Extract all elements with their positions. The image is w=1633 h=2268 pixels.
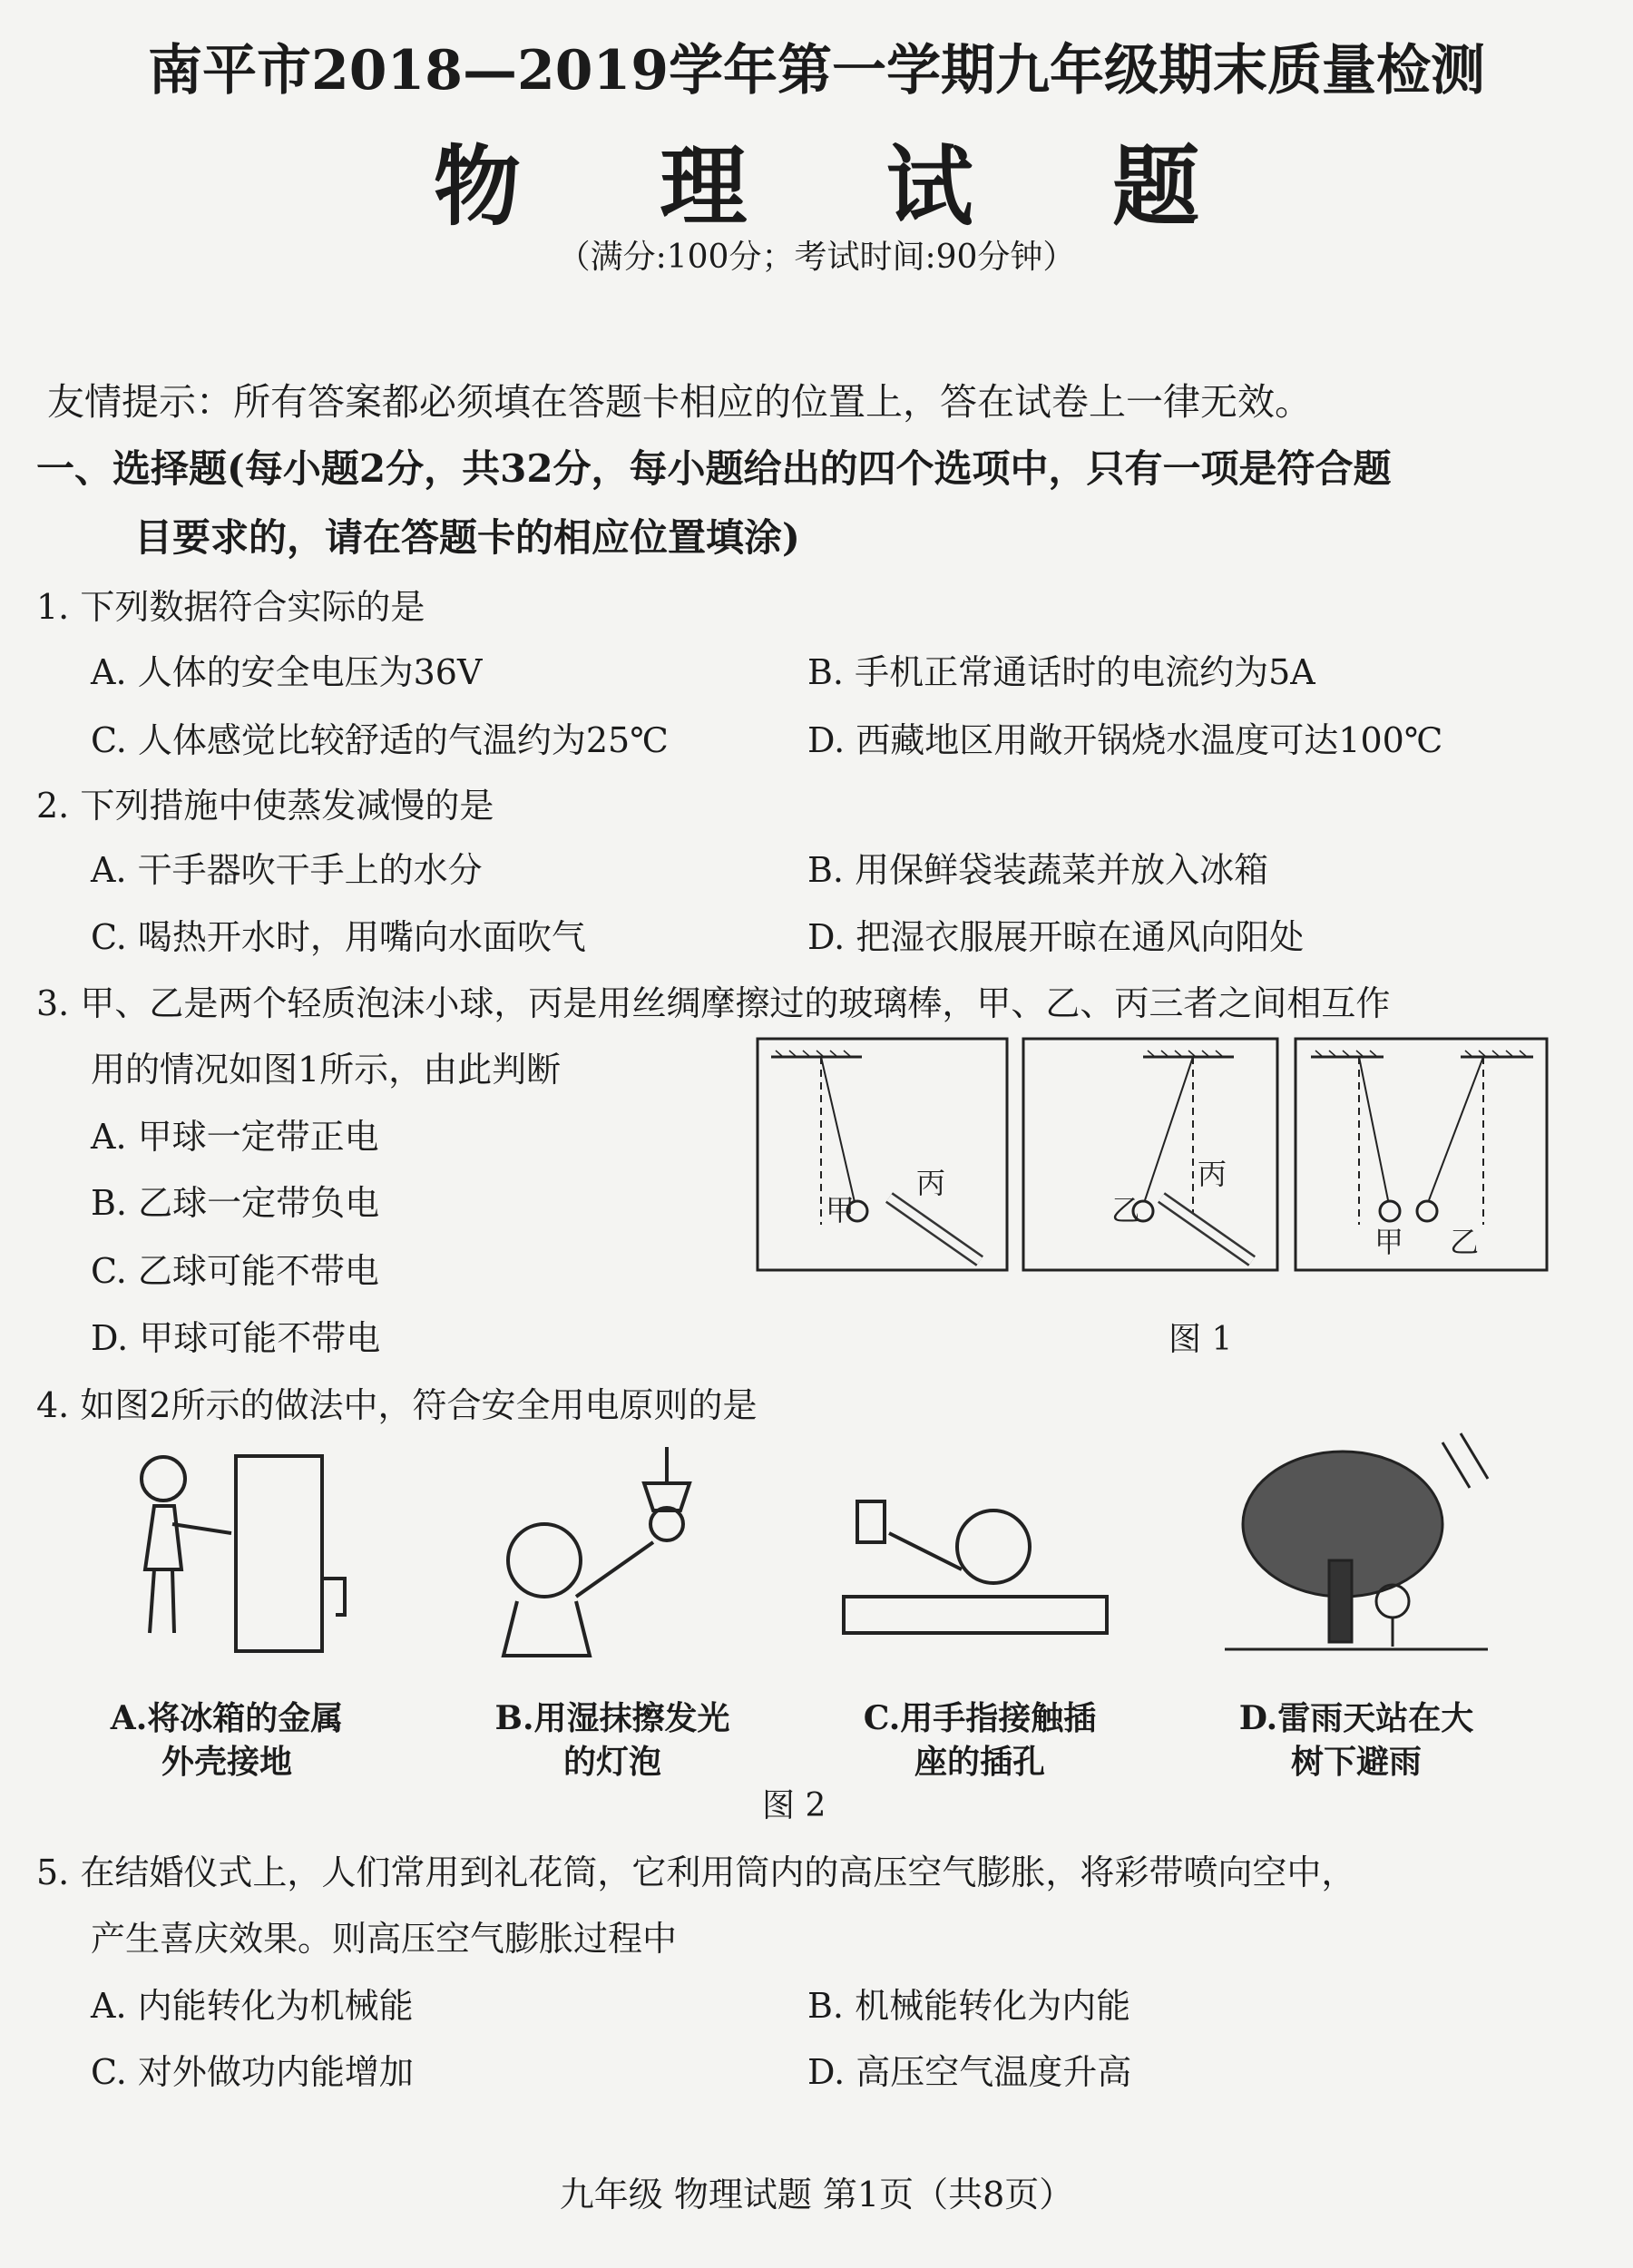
fig2-caption-c: C.用手指接触插 座的插孔	[863, 1699, 1097, 1781]
question-2-stem: 2. 下列措施中使蒸发减慢的是	[36, 786, 494, 826]
girl-head-icon	[142, 1457, 185, 1501]
question-3-stem-line2: 用的情况如图1所示，由此判断	[91, 1050, 562, 1090]
q2-option-c: C. 喝热开水时，用嘴向水面吹气	[91, 917, 586, 957]
figure-1	[753, 1034, 1551, 1279]
q3-option-a: A. 甲球一定带正电	[91, 1117, 379, 1157]
page-footer: 九年级 物理试题 第1页（共8页）	[559, 2175, 1074, 2214]
fig1-label-jia-3: 甲	[1374, 1225, 1404, 1259]
fig1-label-bing-2: 丙	[1198, 1157, 1227, 1191]
light-bulb-icon	[650, 1508, 683, 1540]
figure-2-caption: 图 2	[762, 1787, 826, 1824]
refrigerator-icon	[236, 1456, 322, 1651]
q5-option-a: A. 内能转化为机械能	[91, 1986, 414, 2026]
figure-2-picture-c	[835, 1461, 1125, 1651]
q1-option-c: C. 人体感觉比较舒适的气温约为25℃	[91, 720, 669, 760]
figure-2-picture-a	[118, 1442, 390, 1660]
question-5-stem-line2: 产生喜庆效果。则高压空气膨胀过程中	[91, 1919, 678, 1959]
fig2-caption-d: D.雷雨天站在大 树下避雨	[1238, 1699, 1474, 1781]
fig1-label-yi-3: 乙	[1450, 1225, 1480, 1259]
fig1-label-jia-1: 甲	[826, 1193, 856, 1227]
question-4-stem: 4. 如图2所示的做法中，符合安全用电原则的是	[36, 1385, 758, 1425]
child-head-icon	[957, 1510, 1030, 1583]
fig2-caption-a: A.将冰箱的金属 外壳接地	[110, 1699, 344, 1781]
q1-option-d: D. 西藏地区用敞开锅烧水温度可达100℃	[807, 720, 1443, 760]
figure-2-picture-d	[1216, 1424, 1506, 1660]
q5-option-b: B. 机械能转化为内能	[807, 1986, 1131, 2026]
exam-title: 南平市2018—2019学年第一学期九年级期末质量检测	[148, 39, 1485, 103]
q1-option-b: B. 手机正常通话时的电流约为5A	[807, 652, 1315, 692]
question-3-stem: 3. 甲、乙是两个轻质泡沫小球，丙是用丝绸摩擦过的玻璃棒，甲、乙、丙三者之间相互作	[36, 983, 1391, 1023]
q3-option-d: D. 甲球可能不带电	[91, 1318, 381, 1358]
q5-option-c: C. 对外做功内能增加	[91, 2052, 414, 2092]
boy-head-icon	[508, 1524, 581, 1597]
fig1-label-bing-1: 丙	[916, 1166, 946, 1200]
fig1-panel-2	[1023, 1039, 1277, 1270]
q5-option-d: D. 高压空气温度升高	[807, 2052, 1132, 2092]
q2-option-d: D. 把湿衣服展开晾在通风向阳处	[807, 917, 1305, 957]
section-heading-line1: 一、选择题(每小题2分，共32分，每小题给出的四个选项中，只有一项是符合题	[36, 446, 1392, 491]
q3-option-c: C. 乙球可能不带电	[91, 1251, 379, 1291]
question-1-stem: 1. 下列数据符合实际的是	[36, 587, 425, 627]
q2-option-a: A. 干手器吹干手上的水分	[91, 850, 483, 890]
fig1-label-yi-2: 乙	[1111, 1193, 1141, 1227]
figure-1-caption: 图 1	[1169, 1321, 1233, 1358]
fig1-panel-1	[758, 1039, 1007, 1270]
q3-option-b: B. 乙球一定带负电	[91, 1183, 380, 1223]
q2-option-b: B. 用保鲜袋装蔬菜并放入冰箱	[807, 850, 1269, 890]
figure-2-picture-b	[481, 1442, 753, 1660]
section-heading-line2: 目要求的，请在答题卡的相应位置填涂)	[134, 515, 800, 560]
fig2-caption-b: B.用湿抹擦发光 的灯泡	[494, 1699, 730, 1781]
friendly-tip: 友情提示：所有答案都必须填在答题卡相应的位置上，答在试卷上一律无效。	[47, 380, 1312, 424]
fig1-panel-3	[1296, 1039, 1547, 1270]
wall-socket-icon	[857, 1501, 885, 1542]
q1-option-a: A. 人体的安全电压为36V	[91, 652, 483, 692]
question-5-stem: 5. 在结婚仪式上，人们常用到礼花筒，它利用筒内的高压空气膨胀，将彩带喷向空中，	[36, 1853, 1356, 1892]
subject-title: 物 理 试 题	[433, 135, 1255, 238]
exam-info: （满分:100分；考试时间:90分钟）	[557, 239, 1076, 276]
person-head-icon	[1376, 1585, 1409, 1618]
